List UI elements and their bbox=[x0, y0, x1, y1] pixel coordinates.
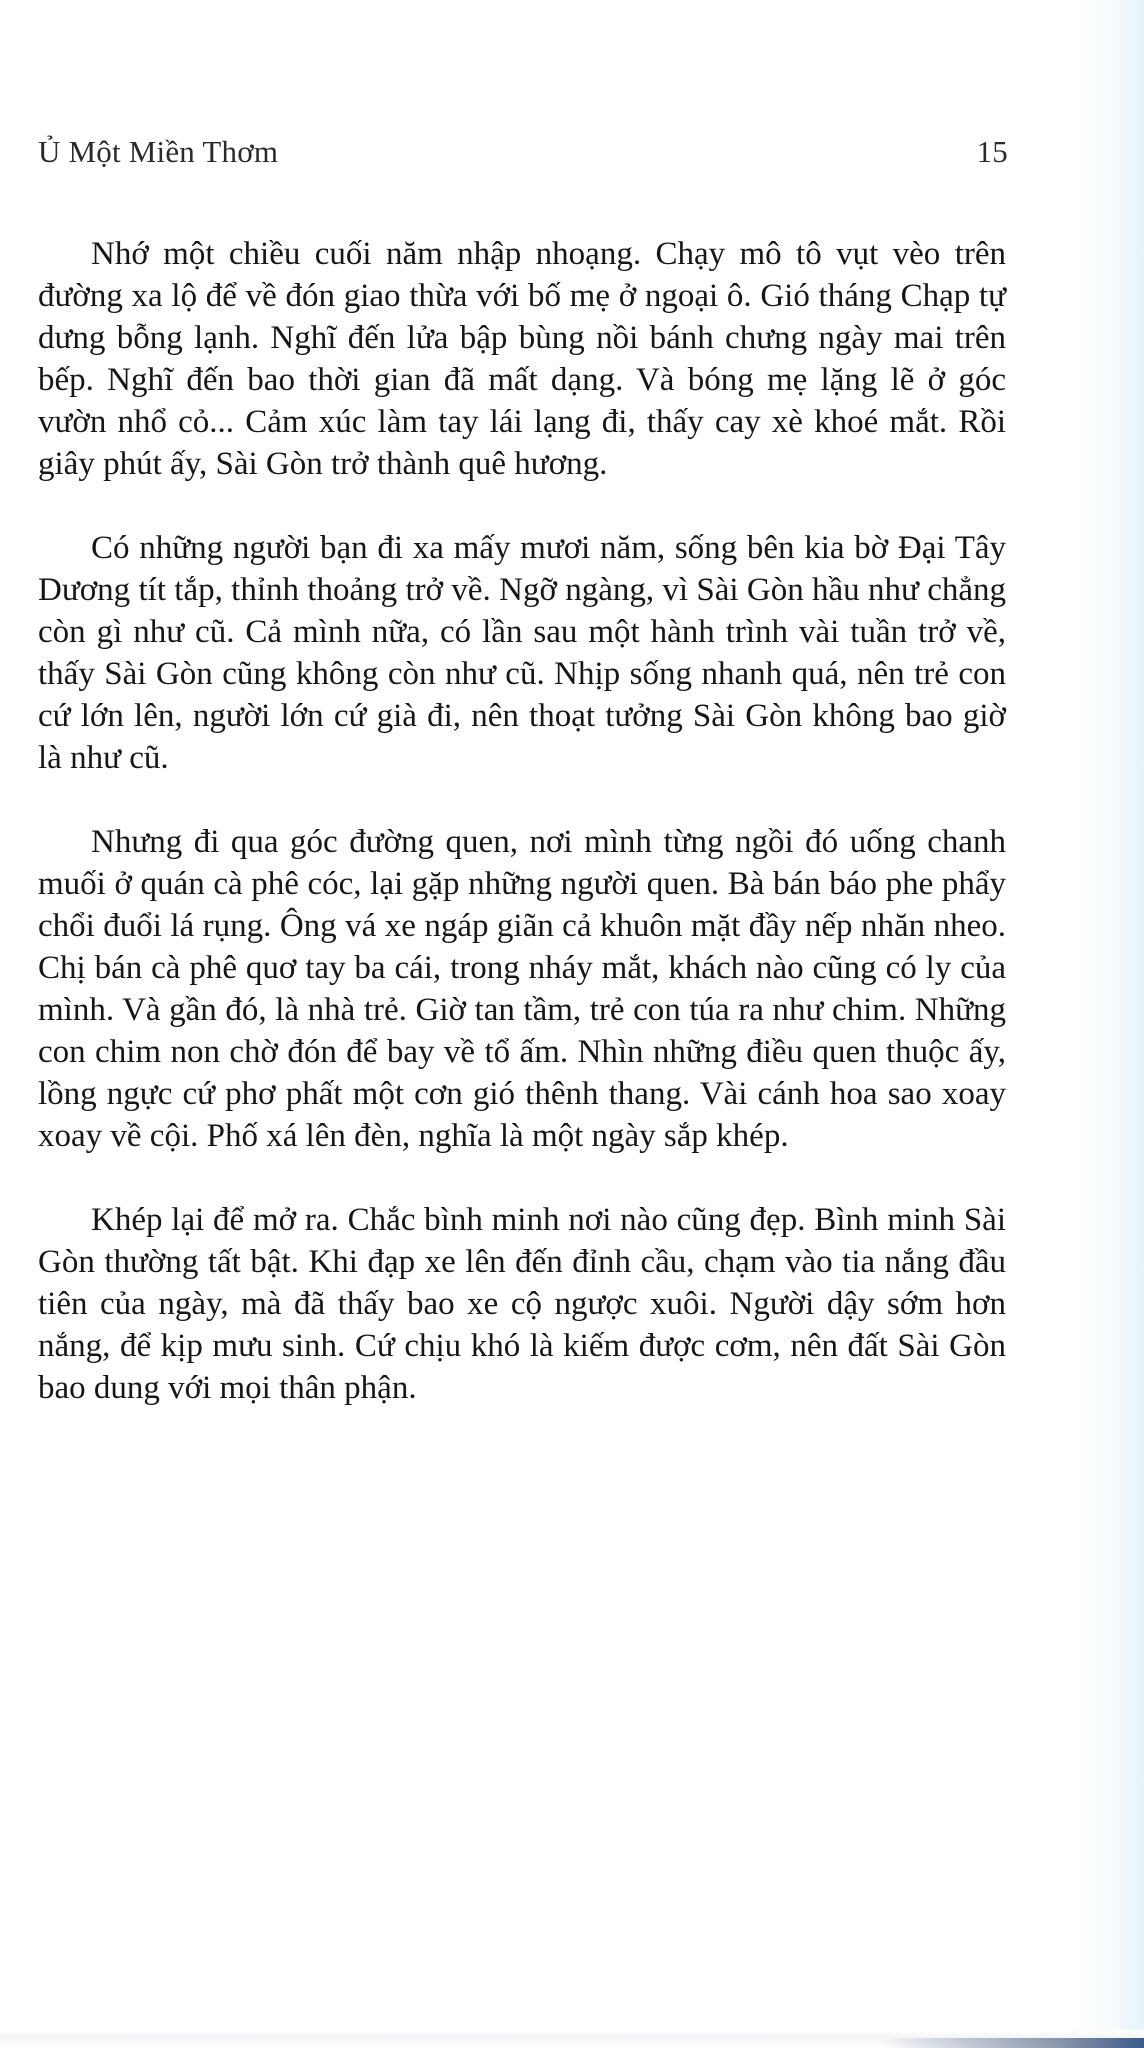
paragraph-2: Có những người bạn đi xa mấy mươi năm, sống bên kia bờ Đại Tây Dương tít tắp, thỉnh thoảng trở về. Ngỡ ngàng, vì Sài Gòn hầu như chẳng còn gì như cũ. Cả mình nữa, có lần sau một hành trình vài tuần trở về, thấy Sài Gòn cũng không còn như cũ. Nhịp sống nhanh quá, nên trẻ con cứ lớn lên, người lớn cứ già đi, nên thoạt tưởng Sài Gòn không bao giờ là như cũ. bbox=[38, 530, 1006, 776]
page-corner-shadow bbox=[880, 2038, 1144, 2048]
page-edge-tint bbox=[1116, 0, 1144, 2048]
paragraph-4: Khép lại để mở ra. Chắc bình minh nơi nào cũng đẹp. Bình minh Sài Gòn thường tất bật. Khi đạp xe lên đến đỉnh cầu, chạm vào tia nắng đầu tiên của ngày, mà đã thấy bao xe cộ ngược xuôi. Người dậy sớm hơn nắng, để kịp mưu sinh. Cứ chịu khó là kiếm được cơm, nên đất Sài Gòn bao dung với mọi thân phận. bbox=[38, 1202, 1006, 1406]
running-head-title: Ủ Một Miền Thơm bbox=[38, 134, 279, 169]
paragraph-3: Nhưng đi qua góc đường quen, nơi mình từng ngồi đó uống chanh muối ở quán cà phê cóc, lại gặp những người quen. Bà bán báo phe phẩy chổi đuổi lá rụng. Ông vá xe ngáp giãn cả khuôn mặt đầy nếp nhăn nheo. Chị bán cà phê quơ tay ba cái, trong nháy mắt, khách nào cũng có ly của mình. Và gần đó, là nhà trẻ. Giờ tan tầm, trẻ con túa ra như chim. Những con chim non chờ đón để bay về tổ ấm. Nhìn những điều quen thuộc ấy, lồng ngực cứ phơ phất một cơn gió thênh thang. Vài cánh hoa sao xoay xoay về cội. Phố xá lên đèn, nghĩa là một ngày sắp khép. bbox=[38, 824, 1006, 1154]
page-number: 15 bbox=[976, 134, 1008, 169]
body-text bbox=[38, 233, 1006, 1409]
running-head bbox=[38, 134, 1008, 174]
paragraph-1: Nhớ một chiều cuối năm nhập nhoạng. Chạy mô tô vụt vèo trên đường xa lộ để về đón giao thừa với bố mẹ ở ngoại ô. Gió tháng Chạp tự dưng bỗng lạnh. Nghĩ đến lửa bập bùng nồi bánh chưng ngày mai trên bếp. Nghĩ đến bao thời gian đã mất dạng. Và bóng mẹ lặng lẽ ở góc vườn nhổ cỏ... Cảm xúc làm tay lái lạng đi, thấy cay xè khoé mắt. Rồi giây phút ấy, Sài Gòn trở thành quê hương. bbox=[38, 236, 1006, 482]
